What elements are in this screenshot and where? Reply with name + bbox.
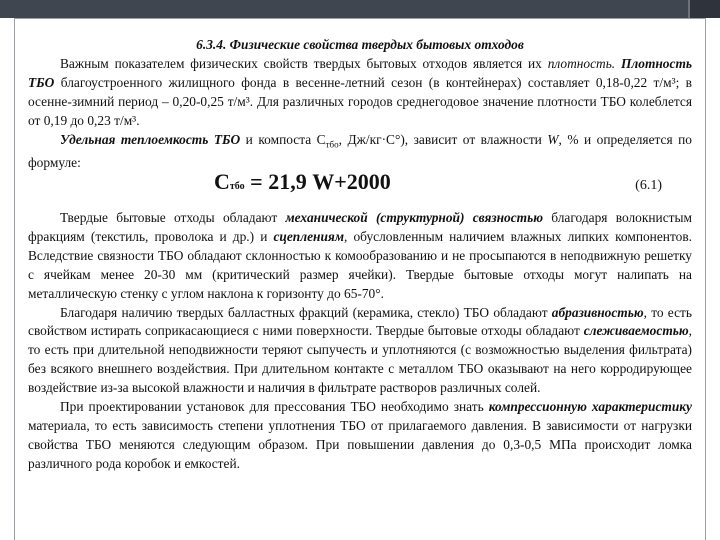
paragraph-cohesion: [28, 209, 692, 304]
formula: [214, 169, 391, 197]
paragraph-density: [28, 55, 692, 131]
formula-subscript: тбо: [229, 181, 245, 193]
p1-term-density-tbo: Плотность ТБО: [28, 55, 692, 90]
formula-rest: = 21,9 W+2000: [244, 169, 391, 195]
p4-text-a: Благодаря наличию твердых балластных фракций (керамика, стекло) ТБО обладают: [60, 304, 552, 320]
slide-top-bar: [0, 0, 720, 18]
p4-term-abrasiveness: абразивностью: [551, 304, 644, 320]
formula-number: (6.1): [635, 178, 662, 194]
paragraph-heat-capacity: [28, 131, 692, 173]
p3-term-cohesion: механической (структурной) связностью: [285, 210, 543, 226]
p3-term-adhesion: сцеплениям: [273, 228, 345, 244]
p2-text-f: , % и определяется по формуле:: [28, 131, 692, 171]
frame-right-border: [705, 18, 706, 540]
document-page: [28, 36, 692, 474]
p5-text-a: При проектировании установок для прессования ТБО необходимо знать: [60, 399, 489, 415]
p2-var-w: W: [547, 131, 559, 147]
p4-text-e: , то есть при длительной неподвижности теряют сыпучесть и уплотняются (с возможностью выделения фильтрата) без всякого внешнего воздействия. При длительном контакте с металлом ТБО оказывают на него корродирующее воздействие из-за высокой влажности и наличия в фильтрате растворов различных солей.: [28, 323, 692, 396]
p5-term-compression: компрессионную характеристику: [488, 399, 692, 415]
p1-term-density: плотность.: [547, 55, 616, 71]
p1-text-a: Важным показателем физических свойств твердых бытовых отходов является их: [60, 55, 548, 71]
p4-term-caking: слеживаемостью: [583, 323, 689, 339]
p3-text-a: Твердые бытовые отходы обладают: [60, 210, 286, 226]
p2-text-b: и компоста С: [240, 131, 326, 147]
formula-row: [28, 169, 692, 209]
p2-subscript: тбо: [325, 139, 339, 150]
p2-text-d: , Дж/кг·С°), зависит от влажности: [338, 131, 548, 147]
p3-text-e: , обусловленным наличием влажных липких компонентов. Вследствие связности ТБО обладают склонностью к комообразованию и не просыпаются в неподвижную решетку с ячейкам менее 20-30 мм (критический размер ячейки). Твердые бытовые отходы могут налипать на металлическую стенку с углом наклона к горизонту до 65-70°.: [28, 228, 692, 301]
p3-text-c: благодаря волокнистым фракциям (текстиль, проволока и др.) и: [28, 210, 692, 244]
section-title: 6.3.4. Физические свойства твердых бытовых отходов: [196, 37, 524, 52]
formula-c: С: [214, 169, 230, 195]
frame-left-border: [14, 18, 15, 540]
frame-top-border: [14, 18, 706, 19]
paragraph-compression: [28, 398, 692, 474]
p5-text-c: материала, то есть зависимость степени уплотнения ТБО от прилагаемого давления. В зависимости от нагрузки свойства ТБО меняются следующим образом. При повышении давления до 0,3-0,5 МПа происходит ломка различного рода коробок и емкостей.: [28, 417, 692, 471]
p4-text-c: , то есть свойством истирать соприкасающиеся с ними поверхности. Твердые бытовые отходы обладают: [28, 304, 692, 339]
p1-text-e: благоустроенного жилищного фонда в весенне-летний сезон (в контейнерах) составляет 0,18-0,22 т/м³; в осенне-зимний период – 0,20-0,25 т/м³. Для различных городов среднегодовое значение плотности ТБО колеблется от 0,19 до 0,23 т/м³.: [28, 74, 692, 128]
slide-top-accent: [688, 0, 720, 18]
paragraph-abrasiveness: [28, 304, 692, 399]
p2-term-heat-capacity: Удельная теплоемкость ТБО: [60, 131, 241, 147]
